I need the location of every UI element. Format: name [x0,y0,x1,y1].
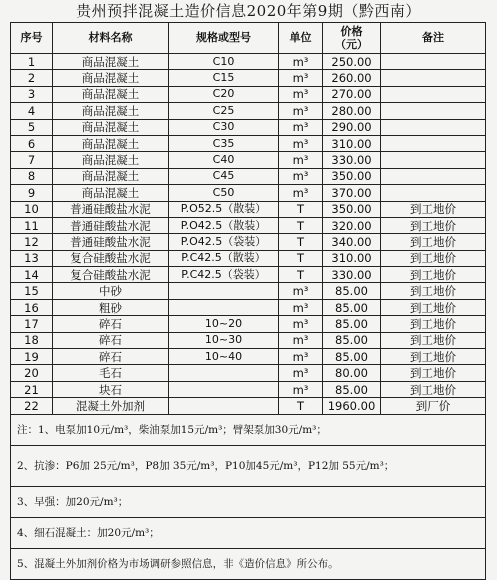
cell-material-name: 商品混凝土 [53,135,169,151]
cell-spec [169,398,279,414]
cell-price: 1960.00 [323,398,381,414]
cell-unit: m³ [279,332,323,348]
table-row [11,381,486,397]
cell-remark [381,86,486,102]
cell-material-name: 块石 [53,381,169,397]
cell-seq: 2 [11,70,53,86]
cell-unit: m³ [279,70,323,86]
cell-spec: P.O52.5（散装） [169,201,279,217]
cell-unit: m³ [279,316,323,332]
cell-price: 80.00 [323,365,381,381]
note-2: 2、抗渗：P6加 25元/m³，P8加 35元/m³，P10加45元/m³，P12加 55元/m³； [11,445,486,486]
cell-price: 85.00 [323,349,381,365]
cell-seq: 13 [11,250,53,266]
cell-spec: 10~30 [169,332,279,348]
table-row [11,217,486,233]
cell-unit: m³ [279,86,323,102]
table-row [11,267,486,283]
cell-material-name: 普通硅酸盐水泥 [53,234,169,250]
cell-material-name: 商品混凝土 [53,86,169,102]
cell-remark: 到厂价 [381,398,486,414]
cell-spec: P.C42.5（散装） [169,250,279,266]
note-row-4 [11,517,486,548]
cell-remark: 到工地价 [381,201,486,217]
cell-remark [381,119,486,135]
cell-remark: 到工地价 [381,332,486,348]
cell-unit: T [279,250,323,266]
cell-spec: 10~40 [169,349,279,365]
table-row [11,201,486,217]
cell-remark: 到工地价 [381,283,486,299]
cell-spec: C25 [169,103,279,119]
cell-spec: P.C42.5（袋装） [169,267,279,283]
cell-material-name: 毛石 [53,365,169,381]
cell-material-name: 商品混凝土 [53,168,169,184]
cell-seq: 16 [11,299,53,315]
note-row-2 [11,445,486,486]
cell-material-name: 碎石 [53,332,169,348]
cell-remark: 到工地价 [381,349,486,365]
table-row [11,299,486,315]
cell-material-name: 粗砂 [53,299,169,315]
cell-material-name: 复合硅酸盐水泥 [53,267,169,283]
note-row-5 [11,548,486,579]
cell-unit: m³ [279,168,323,184]
table-header-row [11,23,486,54]
cell-price: 260.00 [323,70,381,86]
note-row-1 [11,414,486,445]
cell-seq: 7 [11,152,53,168]
page-title: 贵州预拌混凝土造价信息2020年第9期（黔西南） [76,2,421,20]
table-row [11,152,486,168]
header-remark: 备注 [381,23,486,54]
table-row [11,398,486,414]
header-price: 价格 （元） [323,23,381,54]
note-5: 5、混凝土外加剂价格为市场调研参照信息，非《造价信息》所公布。 [11,548,486,579]
cell-spec [169,283,279,299]
cell-spec: 10~20 [169,316,279,332]
cell-unit: m³ [279,185,323,201]
cell-seq: 20 [11,365,53,381]
cell-seq: 3 [11,86,53,102]
table-row [11,168,486,184]
cell-unit: m³ [279,299,323,315]
table-row [11,119,486,135]
cell-remark: 到工地价 [381,365,486,381]
cell-seq: 19 [11,349,53,365]
cell-spec: C10 [169,54,279,70]
cell-seq: 4 [11,103,53,119]
cell-price: 320.00 [323,217,381,233]
table-row [11,103,486,119]
cell-seq: 22 [11,398,53,414]
cell-spec: P.O42.5（袋装） [169,234,279,250]
header-name: 材料名称 [53,23,169,54]
cell-spec: C45 [169,168,279,184]
table-row [11,332,486,348]
cell-unit: m³ [279,152,323,168]
cell-unit: m³ [279,349,323,365]
cell-seq: 14 [11,267,53,283]
cell-remark [381,103,486,119]
cell-material-name: 碎石 [53,316,169,332]
cell-remark [381,185,486,201]
cell-seq: 5 [11,119,53,135]
table-row [11,250,486,266]
table-body [11,54,486,415]
table-row [11,86,486,102]
cell-spec [169,381,279,397]
cell-price: 370.00 [323,185,381,201]
cell-seq: 1 [11,54,53,70]
cell-unit: T [279,201,323,217]
cell-material-name: 商品混凝土 [53,70,169,86]
cell-price: 310.00 [323,135,381,151]
cell-seq: 15 [11,283,53,299]
cell-spec: C15 [169,70,279,86]
cell-price: 310.00 [323,250,381,266]
cell-material-name: 复合硅酸盐水泥 [53,250,169,266]
table-row [11,283,486,299]
table-row [11,185,486,201]
note-1: 注：1、电泵加10元/m³，柴油泵加15元/m³；臂架泵加30元/m³； [11,414,486,445]
cell-price: 270.00 [323,86,381,102]
cell-material-name: 商品混凝土 [53,54,169,70]
notes-body [11,414,486,579]
cell-spec: C50 [169,185,279,201]
cell-unit: T [279,398,323,414]
cell-remark [381,135,486,151]
cell-seq: 21 [11,381,53,397]
table-row [11,316,486,332]
cell-seq: 11 [11,217,53,233]
note-3: 3、早强：加20元/m³； [11,486,486,517]
cell-price: 350.00 [323,168,381,184]
cell-material-name: 商品混凝土 [53,119,169,135]
cell-remark: 到工地价 [381,250,486,266]
cell-price: 85.00 [323,381,381,397]
cell-price: 330.00 [323,267,381,283]
cell-unit: m³ [279,381,323,397]
note-4: 4、细石混凝土：加20元/m³； [11,517,486,548]
cell-unit: T [279,217,323,233]
cell-material-name: 商品混凝土 [53,152,169,168]
cell-unit: m³ [279,54,323,70]
cell-spec [169,299,279,315]
cell-unit: m³ [279,365,323,381]
cell-material-name: 中砂 [53,283,169,299]
cell-seq: 17 [11,316,53,332]
cell-remark: 到工地价 [381,316,486,332]
cell-unit: m³ [279,103,323,119]
cell-price: 250.00 [323,54,381,70]
cell-unit: T [279,234,323,250]
cell-spec: C40 [169,152,279,168]
cell-price: 85.00 [323,283,381,299]
cell-price: 290.00 [323,119,381,135]
cell-price: 350.00 [323,201,381,217]
header-unit: 单位 [279,23,323,54]
table-row [11,349,486,365]
cell-seq: 9 [11,185,53,201]
cell-unit: T [279,267,323,283]
cell-material-name: 碎石 [53,349,169,365]
cell-unit: m³ [279,135,323,151]
cell-seq: 8 [11,168,53,184]
cell-remark [381,152,486,168]
price-table [10,22,486,580]
note-row-3 [11,486,486,517]
cell-spec: C30 [169,119,279,135]
cell-material-name: 混凝土外加剂 [53,398,169,414]
cell-remark: 到工地价 [381,381,486,397]
cell-seq: 10 [11,201,53,217]
cell-remark [381,168,486,184]
table-row [11,54,486,70]
cell-spec: C35 [169,135,279,151]
cell-seq: 12 [11,234,53,250]
header-seq: 序号 [11,23,53,54]
cell-price: 85.00 [323,332,381,348]
cell-remark: 到工地价 [381,234,486,250]
cell-remark: 到工地价 [381,267,486,283]
table-row [11,70,486,86]
cell-material-name: 普通硅酸盐水泥 [53,217,169,233]
cell-remark [381,54,486,70]
cell-unit: m³ [279,119,323,135]
cell-price: 330.00 [323,152,381,168]
cell-remark: 到工地价 [381,299,486,315]
cell-price: 280.00 [323,103,381,119]
cell-spec: P.O42.5（散装） [169,217,279,233]
table-row [11,135,486,151]
cell-spec [169,365,279,381]
cell-remark [381,70,486,86]
cell-material-name: 商品混凝土 [53,103,169,119]
cell-seq: 6 [11,135,53,151]
cell-price: 85.00 [323,316,381,332]
cell-price: 85.00 [323,299,381,315]
cell-material-name: 商品混凝土 [53,185,169,201]
cell-unit: m³ [279,283,323,299]
table-row [11,234,486,250]
cell-seq: 18 [11,332,53,348]
cell-material-name: 普通硅酸盐水泥 [53,201,169,217]
cell-remark: 到工地价 [381,217,486,233]
header-spec: 规格或型号 [169,23,279,54]
cell-price: 340.00 [323,234,381,250]
table-row [11,365,486,381]
cell-spec: C20 [169,86,279,102]
